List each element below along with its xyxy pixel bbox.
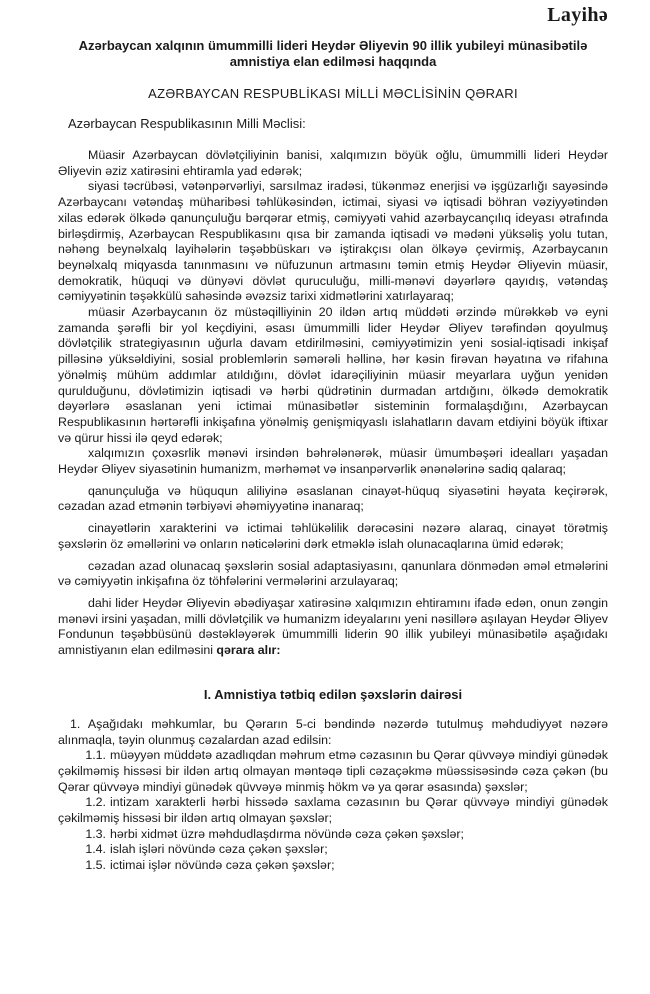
preamble-paragraph: cəzadan azad olunacaq şəxslərin sosial adaptasiyasını, qanunlara dönmədən əməl etmələrini və cəmiyyətin inkişafına öz töhfələrini vermələrini arzulayaraq; <box>58 558 608 589</box>
document-subtitle: AZƏRBAYCAN RESPUBLİKASI MİLLİ MƏCLİSİNİN QƏRARI <box>148 86 518 101</box>
clause-1: 1. Aşağıdakı məhkumlar, bu Qərarın 5-ci bəndində nəzərdə tutulmuş məhdudiyyət nəzərə alınmaqla, təyin olunmuş cəzalardan azad edilsin: <box>58 716 608 747</box>
subclause <box>58 827 608 843</box>
document-title: Azərbaycan xalqının ümummilli lideri Heydər Əliyevin 90 illik yubileyi münasibətilə amnistiya elan edilməsi haqqında <box>78 38 588 69</box>
subclause-text: ictimai işlər növündə cəza çəkən şəxslər; <box>110 858 335 873</box>
final-paragraph-text: dahi lider Heydər Əliyevin əbədiyaşar xatirəsinə xalqımızın ehtiramını ifadə edən, onun zəngin mənəvi irsini yaşadan, milli dövlətçilik və humanizm ideyalarını yeni nəsillərə aşılayan Heydər Əliyev Fondunun təşəbbüsünü dəstəkləyərək ümummilli liderin 90 illik yubileyi münasibətilə aşağıdakı amnistiyanın elan edilməsini <box>58 595 608 658</box>
subclause-number: 1.4. <box>85 842 106 857</box>
subclause <box>58 795 608 826</box>
decision-phrase: qərara alır: <box>216 643 281 658</box>
subclause-number: 1.3. <box>85 826 106 841</box>
intro-line: Azərbaycan Respublikasının Milli Məclisi: <box>68 116 306 131</box>
preamble-paragraph: cinayətlərin xarakterini və ictimai təhlükəlilik dərəcəsini nəzərə alaraq, cinayət törətmiş şəxslərin öz əməllərini və onların nəticələrini dərk etməklə islah olunacaqlarına ümid edərək; <box>58 521 608 551</box>
subclause-text: intizam xarakterli hərbi hissədə saxlama cəzasının bu Qərar qüvvəyə mindiyi günədək çəkilməmiş hissəsi bir ildən artıq olmayan şəxslər; <box>58 795 608 826</box>
subclause-text: müəyyən müddətə azadlıqdan məhrum etmə cəzasının bu Qərar qüvvəyə mindiyi günədək çəkilməmiş hissəsi bir ildən artıq olmayan məntəqə tipli cəzaçəkmə müəssisəsində cəza çəkən (bu Qərar qüvvəyə mindiyi günədək qüvvəyə minmiş hökm və ya qərar əsasında) şəxslər; <box>58 748 608 794</box>
subclause <box>58 858 608 874</box>
subclause-number: 1.2. <box>85 795 106 810</box>
preamble <box>58 148 608 659</box>
preamble-paragraph: qanunçuluğa və hüququn aliliyinə əsaslanan cinayət-hüquq siyasətini həyata keçirərək, cəzadan azad etmənin tərbiyəvi əhəmiyyətinə inanaraq; <box>58 483 608 514</box>
subclause-number: 1.1. <box>85 748 106 763</box>
clauses <box>58 717 608 874</box>
preamble-paragraph: siyasi təcrübəsi, vətənpərvərliyi, sarsılmaz iradəsi, tükənməz enerjisi və işgüzarlığı sayəsində Azərbaycanı vətəndaş müharibəsi təhlükəsindən, ictimai, siyasi və iqtisadi böhran vəziyyətindən xilas edərək ölkədə qanunçuluğu bərqərar etmiş, cəmiyyəti vahid azərbaycançılıq ideyası ətrafında birləşdirmiş, Azərbaycan Respublikasını qısa bir zamanda iqtisadi və mədəni yüksəliş yolu tutan, nəhəng beynəlxalq layihələrin təşəbbüskarı və iştirakçısı olan ölkəyə çevirmiş, Azərbaycanın beynəlxalq miqyasda tanınmasını və nüfuzunun artmasını təmin etmiş Heydər Əliyevin müasir, demokratik, hüquqi və dünyəvi dövlət quruculuğu, milli-mənəvi dəyərlərə qayıdış, vətəndaş cəmiyyətinin təşəkkülü sahəsində əvəzsiz tarixi xidmətlərini xatırlayaraq; <box>58 179 608 304</box>
subclause <box>58 842 608 858</box>
subclause <box>58 748 608 795</box>
preamble-paragraph: xalqımızın çoxəsrlik mənəvi irsindən bəhrələnərək, müasir ümumbəşəri idealları yaşadan Heydər Əliyev siyasətinin humanizm, mərhəmət və insanpərvərlik ənənələrinə sadiq qalaraq; <box>58 446 608 477</box>
subclause-number: 1.5. <box>85 858 106 873</box>
subclause-text: islah işləri növündə cəza çəkən şəxslər; <box>110 842 328 857</box>
preamble-paragraph: Müasir Azərbaycan dövlətçiliyinin banisi, xalqımızın böyük oğlu, ümummilli lideri Heydər Əliyevin əziz xatirəsini ehtiramla yad edərək; <box>58 148 608 178</box>
preamble-paragraph: müasir Azərbaycanın öz müstəqilliyinin 20 ildən artıq müddəti ərzində mürəkkəb və eyni zamanda şərəfli bir yol keçdiyini, əsası ümummilli lider Heydər Əliyev tərəfindən qoyulmuş dövlətçilik strategiyasının uğurla davam etdirilməsini, cəmiyyətimizin yeni sosial-iqtisadi inkişaf pilləsinə yüksəldiyini, sosial problemlərin səmərəli həllinə, hər kəsin firəvan həyatına və rifahına yönəlmiş mühüm addımlar atıldığını, dövlət idarəçiliyinin müasir meyarlara uyğun yenidən qurulduğunu, dövlətimizin iqtisadi və hərbi qüdrətinin durmadan artdığını, ölkədə demokratik dəyərlərə əsaslanan yeni ictimai münasibətlər sisteminin formalaşdığını, Azərbaycan Respublikasının hərtərəfli inkişafına yönəlmiş genişmiqyaslı islahatların davam etdiyini böyük iftixar və qürur hissi ilə qeyd edərək; <box>58 305 608 445</box>
final-paragraph <box>58 596 608 659</box>
subclause-text: hərbi xidmət üzrə məhdudlaşdırma növündə cəza çəkən şəxslər; <box>110 826 465 841</box>
draft-label: Layihə <box>547 4 608 26</box>
section-heading: I. Amnistiya tətbiq edilən şəxslərin dairəsi <box>203 686 463 702</box>
